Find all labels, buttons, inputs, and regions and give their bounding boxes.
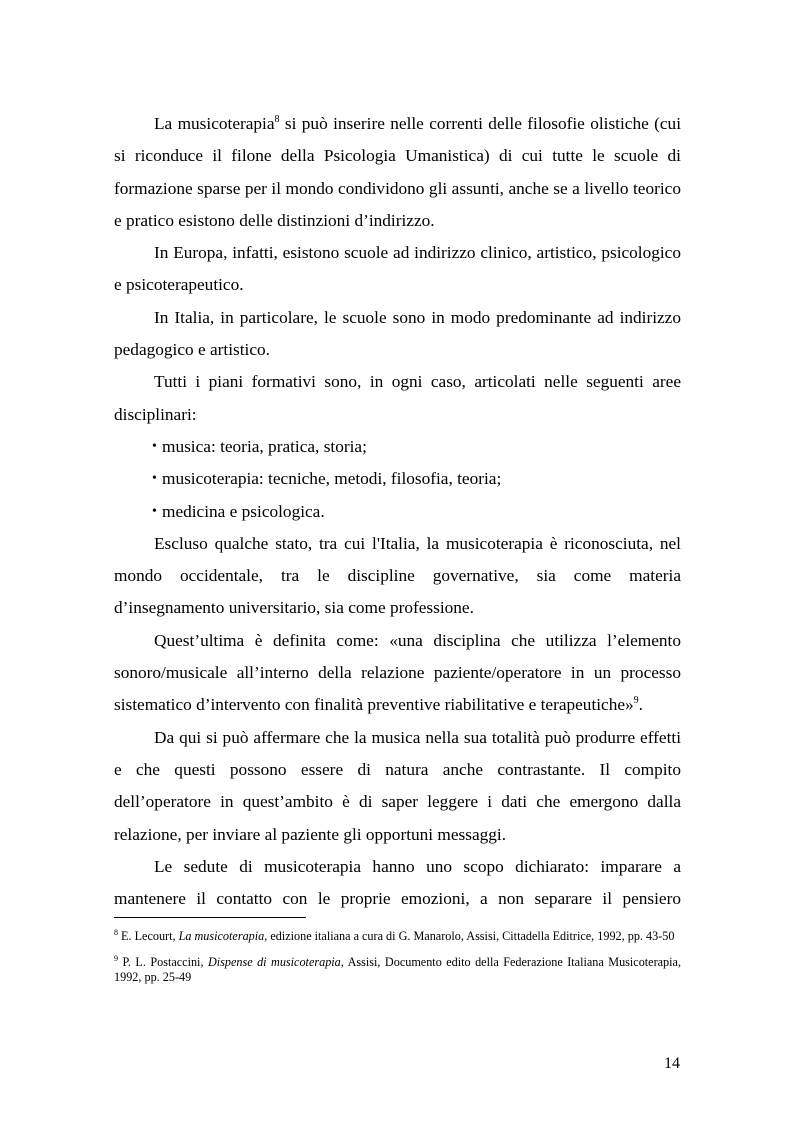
page-body	[114, 108, 681, 915]
footnotes	[114, 925, 681, 989]
paragraph: Escluso qualche stato, tra cui l'Italia, la musicoterapia è riconosciuta, nel mondo occidentale, tra le discipline governative, sia come materia d’insegnamento universitario, sia come professione.	[114, 533, 681, 618]
list-item: • medicina e psicologica.	[114, 496, 681, 528]
paragraph: In Italia, in particolare, le scuole sono in modo predominante ad indirizzo pedagogico e artistico.	[114, 307, 681, 360]
bullet-icon: •	[152, 471, 157, 487]
paragraph: Quest’ultima è definita come: «una disciplina che utilizza l’elemento sonoro/musicale all’interno della relazione paziente/operatore in un processo sistematico d’intervento con finalità preventive riabilitative e terapeutiche»$^9$.	[114, 630, 681, 715]
bullet-icon: •	[152, 503, 157, 519]
paragraph: In Europa, infatti, esistono scuole ad indirizzo clinico, artistico, psicologico e psicoterapeutico.	[114, 243, 681, 295]
footnote-ref[interactable]: 8	[274, 114, 280, 125]
footnote-ref[interactable]: 9	[633, 695, 639, 707]
paragraph: La musicoterapia$^8$ si può inserire nelle correnti delle filosofie olistiche (cui si riconduce il filone della Psicologia Umanistica) di cui tutte le scuole di formazione sparse per il mondo condividono gli assunti, anche se a livello teorico e pratico esistono delle distinzioni d’indirizzo.	[114, 114, 681, 230]
bullet-list	[114, 431, 681, 528]
paragraph: Da qui si può affermare che la musica nella sua totalità può produrre effetti e che questi possono essere di natura anche contrastante. Il compito dell’operatore in quest’ambito è di saper leggere i dati che emergono dalla relazione, per inviare al paziente gli opportuni messaggi.	[114, 727, 681, 844]
footnote: $^8$ E. Lecourt, La musicoterapia, edizione italiana a cura di G. Manarolo, Assisi, Cittadella Editrice, 1992, pp. 43-50	[114, 928, 675, 943]
page-number: 14	[664, 1055, 680, 1072]
footnote-separator	[114, 917, 306, 918]
paragraph: Le sedute di musicoterapia hanno uno scopo dichiarato: imparare a mantenere il contatto con le proprie emozioni, a non separare il pensiero	[114, 856, 681, 909]
bullet-icon: •	[152, 438, 157, 454]
paragraph: Tutti i piani formativi sono, in ogni caso, articolati nelle seguenti aree disciplinari:	[114, 372, 681, 424]
list-item: • musicoterapia: tecniche, metodi, filosofia, teoria;	[114, 463, 681, 495]
list-item: • musica: teoria, pratica, storia;	[114, 431, 681, 463]
footnote: $^9$ P. L. Postaccini, Dispense di musicoterapia, Assisi, Documento edito della Federazione Italiana Musicoterapia, 1992, pp. 25-49	[114, 954, 681, 984]
